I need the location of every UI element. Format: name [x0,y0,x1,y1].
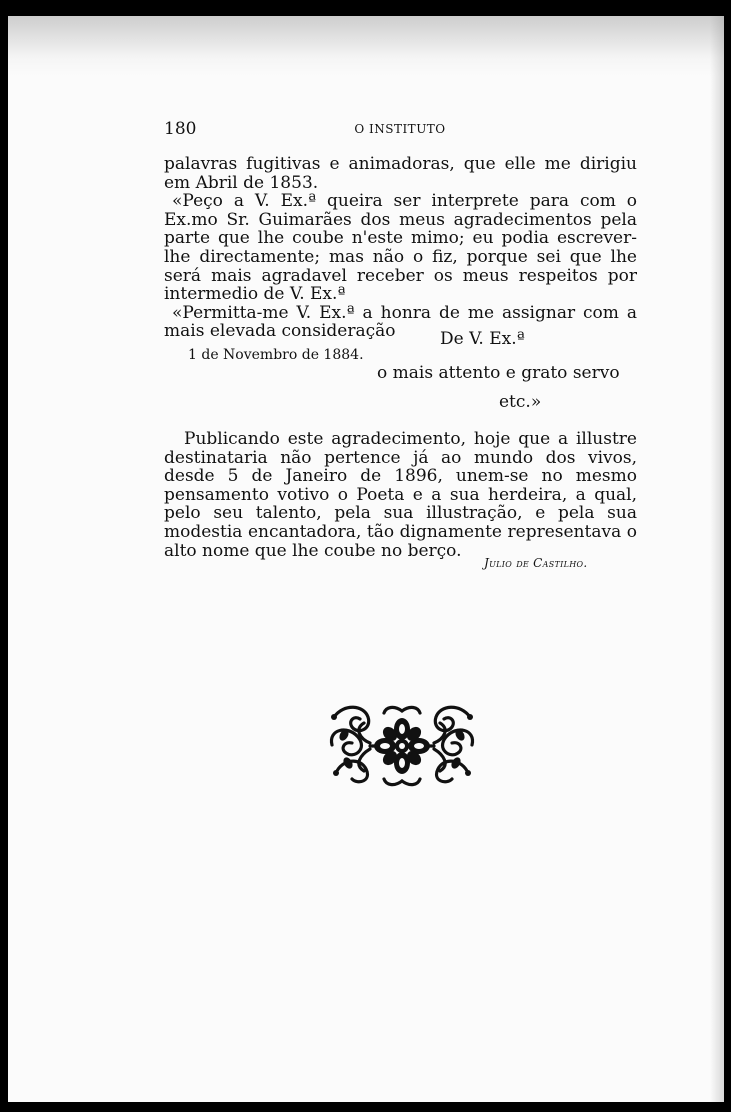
page-number: 180 [164,119,197,139]
commentary-block [164,430,637,560]
author-signature: Julio de Castilho. [484,556,588,570]
floral-vignette-icon [324,699,480,787]
document-page [8,16,724,1102]
letter-closing: o mais attento e grato servo [377,363,620,383]
letter-date: 1 de Novembro de 1884. [188,347,364,363]
letter-paragraph-2: «Peço a V. Ex.ª queira ser interprete para com o Ex.mo Sr. Guimarães dos meus agradecimentos pela parte que lhe coube n'este mimo; eu podia escrever-lhe directamente; mas não o fiz, porque sei que lhe será mais agradavel receber os meus respeitos por intermedio de V. Ex.ª [164,191,637,305]
running-title: O INSTITUTO [354,122,446,136]
letter-salutation: De V. Ex.ª [440,329,525,349]
letter-paragraph-1: palavras fugitivas e animadoras, que elle me dirigiu em Abril de 1853. [164,154,637,193]
letter-paragraph-3: «Permitta-me V. Ex.ª a honra de me assignar com a mais elevada consideração [164,302,637,342]
letter-etc: etc.» [499,392,542,412]
letter-body [164,155,637,341]
commentary-paragraph: Publicando este agradecimento, hoje que a illustre destinataria não pertence já ao mundo dos vivos, desde 5 de Janeiro de 1896, unem-se no mesmo pensamento votivo o Poeta e a sua herdeira, a qual, pelo seu talento, pela sua illustração, e pela sua modestia encantadora, tão dignamente representava o alto nome que lhe coube no berço. [164,429,637,561]
